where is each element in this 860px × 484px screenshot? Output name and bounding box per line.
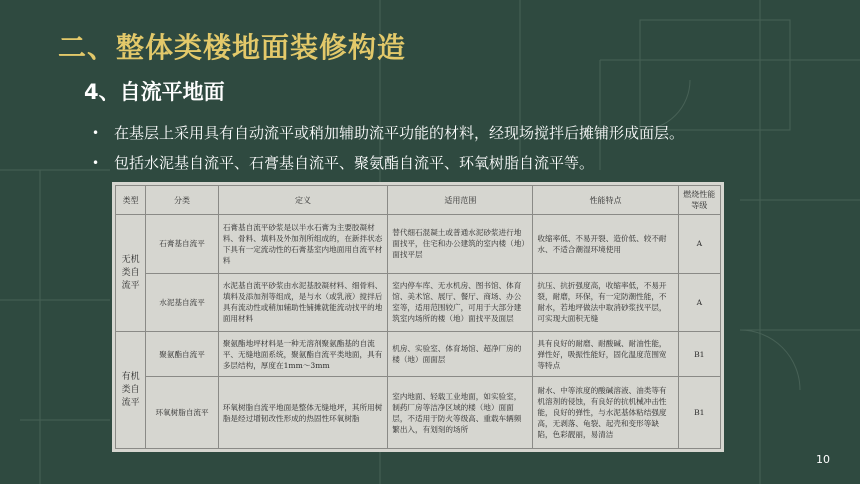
table-row bbox=[116, 377, 721, 449]
scope-cell: 替代细石混凝土或普通水泥砂浆进行地面找平，住宅和办公建筑的室内楼（地）面找平层 bbox=[388, 215, 533, 274]
group-type-cell: 无机类自流平 bbox=[116, 215, 146, 332]
header-features: 性能特点 bbox=[533, 186, 678, 215]
features-cell: 收缩率低、不易开裂、造价低、较不耐水、不适合潮湿环境使用 bbox=[533, 215, 678, 274]
definition-cell: 石膏基自流平砂浆是以半水石膏为主要胶凝材料、骨料、填料及外加剂所组成的，在新拌状态下具有一定流动性的石膏基室内地面用自流平材料 bbox=[218, 215, 387, 274]
table-row bbox=[116, 215, 721, 274]
header-type: 类型 bbox=[116, 186, 146, 215]
comparison-table bbox=[115, 185, 721, 449]
fire-grade-cell: B1 bbox=[678, 332, 720, 377]
comparison-table-image bbox=[112, 182, 724, 452]
bullet-item bbox=[92, 118, 684, 148]
category-cell: 环氧树脂自流平 bbox=[146, 377, 219, 449]
definition-cell: 水泥基自流平砂浆由水泥基胶凝材料、细骨料、填料及添加剂等组成，是与水（或乳液）搅拌后具有流动性或稍加辅助性铺摊就能流动找平的地面用材料 bbox=[218, 273, 387, 332]
header-category: 分类 bbox=[146, 186, 219, 215]
table-row bbox=[116, 332, 721, 377]
category-cell: 聚氨酯自流平 bbox=[146, 332, 219, 377]
bullet-text: 包括水泥基自流平、石膏基自流平、聚氨酯自流平、环氧树脂自流平等。 bbox=[114, 154, 595, 172]
group-type-cell: 有机类自流平 bbox=[116, 332, 146, 449]
fire-grade-cell: A bbox=[678, 215, 720, 274]
slide-title: 二、整体类楼地面装修构造 bbox=[58, 31, 407, 64]
fire-grade-cell: B1 bbox=[678, 377, 720, 449]
features-cell: 具有良好的耐磨、耐酸碱、耐油性能，弹性好，吸振性能好，固化温度范围宽等特点 bbox=[533, 332, 678, 377]
definition-cell: 环氧树脂自流平地面是整体无缝地坪，其所用树脂是经过增韧改性形成的热固性环氧树脂 bbox=[218, 377, 387, 449]
bullet-dot-icon: • bbox=[92, 126, 100, 140]
definition-cell: 聚氨酯地坪材料是一种无溶剂聚氨酯基的自流平、无缝地面系统，聚氨酯自流平类地面，具有多层结构，厚度在1mm～3mm bbox=[218, 332, 387, 377]
header-scope: 适用范围 bbox=[388, 186, 533, 215]
header-definition: 定义 bbox=[218, 186, 387, 215]
table-row bbox=[116, 273, 721, 332]
category-cell: 石膏基自流平 bbox=[146, 215, 219, 274]
scope-cell: 室内停车库、无水机房、图书馆、体育馆、美术馆、展厅、餐厅、商场、办公室等，适用范围较广，可用于大部分建筑室内场所的楼（地）面找平及面层 bbox=[388, 273, 533, 332]
scope-cell: 室内地面、轻载工业地面，如实验室，制药厂房等洁净区域的楼（地）面面层，不适用于防火等级高、重载车辆频繁出入，有划刻的场所 bbox=[388, 377, 533, 449]
header-fire-grade: 燃烧性能等级 bbox=[678, 186, 720, 215]
bullet-item bbox=[92, 148, 684, 178]
fire-grade-cell: A bbox=[678, 273, 720, 332]
scope-cell: 机房、实验室、体育场馆、超净厂房的楼（地）面面层 bbox=[388, 332, 533, 377]
bullet-dot-icon: • bbox=[92, 156, 100, 170]
features-cell: 耐水、中等浓度的酸碱溶液、油类等有机溶剂的侵蚀，有良好的抗机械冲击性能，良好的弹性，与水泥基体粘结强度高，无剥落、龟裂、起壳和变形等缺陷，色彩靓丽，易清洁 bbox=[533, 377, 678, 449]
features-cell: 抗压、抗折强度高，收缩率低，不易开裂，耐磨，环保，有一定防潮性能，不耐水，若地坪做法中取消砂浆找平层，可实现大面积无缝 bbox=[533, 273, 678, 332]
bullet-list bbox=[92, 118, 684, 178]
page-number: 10 bbox=[816, 453, 830, 466]
section-subtitle: 4、自流平地面 bbox=[84, 80, 225, 104]
category-cell: 水泥基自流平 bbox=[146, 273, 219, 332]
table-header-row bbox=[116, 186, 721, 215]
bullet-text: 在基层上采用具有自动流平或稍加辅助流平功能的材料，经现场搅拌后摊铺形成面层。 bbox=[114, 124, 685, 142]
